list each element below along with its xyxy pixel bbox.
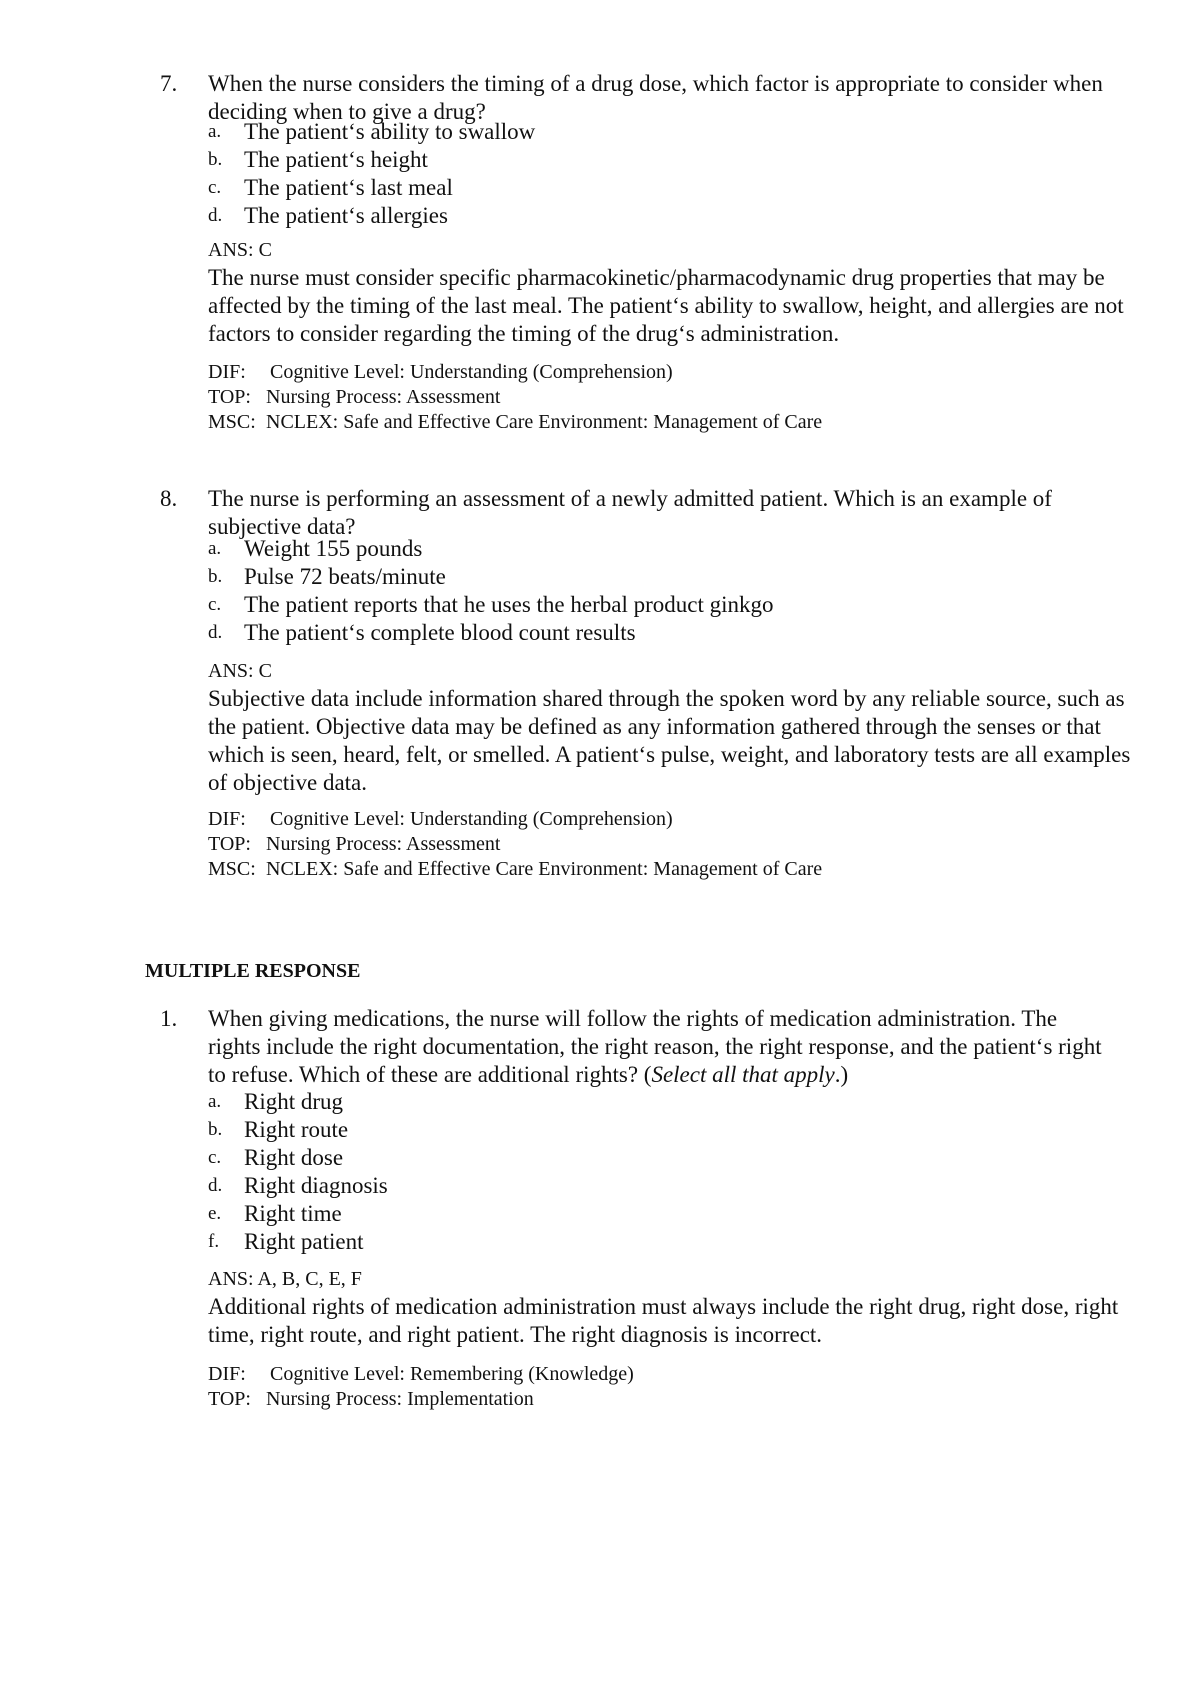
option-text: The patient‘s complete blood count results (244, 620, 636, 645)
answer-key: ANS: C (208, 660, 272, 682)
answer-rationale: Subjective data include information shared through the spoken word by any reliable source, such as the patient. Objective data may be defined as any information gathered through the senses or that which is seen, heard, felt, or smelled. A patient‘s pulse, weight, and laboratory tests are all examples of objective data. (208, 686, 1131, 795)
question-number: 7. (160, 71, 178, 96)
dif-value: Cognitive Level: Remembering (Knowledge) (270, 1363, 634, 1385)
dif-value: Cognitive Level: Understanding (Comprehension) (270, 361, 673, 383)
option-text: The patient‘s ability to swallow (244, 119, 536, 144)
dif-label: DIF: (208, 1363, 246, 1385)
option-letter: a. (208, 1091, 222, 1112)
top-label: TOP: (208, 833, 251, 855)
answer-block (208, 657, 1138, 797)
option-list (208, 118, 1108, 230)
option-letter: b. (208, 149, 223, 170)
option-letter: d. (208, 622, 223, 643)
option-letter: f. (208, 1231, 220, 1252)
option-c (208, 591, 1108, 619)
option-text: Right route (244, 1117, 349, 1142)
question-metadata (208, 807, 1108, 882)
top-label: TOP: (208, 386, 251, 408)
question-metadata (208, 1362, 1108, 1412)
option-c (208, 174, 1108, 202)
option-letter: c. (208, 594, 222, 615)
top-value: Nursing Process: Assessment (266, 833, 501, 855)
dif-label: DIF: (208, 361, 246, 383)
option-letter: e. (208, 1203, 222, 1224)
option-d (208, 619, 1108, 647)
stem-end: .) (834, 1062, 849, 1087)
msc-value: NCLEX: Safe and Effective Care Environment: Management of Care (266, 858, 823, 880)
answer-rationale: Additional rights of medication administration must always include the right drug, right dose, right time, right route, and right patient. The right diagnosis is incorrect. (208, 1294, 1119, 1347)
option-letter: d. (208, 1175, 223, 1196)
msc-value: NCLEX: Safe and Effective Care Environment: Management of Care (266, 411, 823, 433)
option-b (208, 563, 1108, 591)
question-number: 1. (160, 1006, 178, 1031)
top-label: TOP: (208, 1388, 251, 1410)
option-list (208, 1088, 1108, 1256)
option-text: Pulse 72 beats/minute (244, 564, 446, 589)
answer-key: ANS: A, B, C, E, F (208, 1268, 362, 1290)
option-text: Right diagnosis (244, 1173, 388, 1198)
answer-key: ANS: C (208, 239, 272, 261)
option-text: Right drug (244, 1089, 344, 1114)
question-stem (208, 1005, 1108, 1089)
option-text: Weight 155 pounds (244, 536, 423, 561)
option-d (208, 202, 1108, 230)
option-b (208, 1116, 1108, 1144)
option-b (208, 146, 1108, 174)
option-text: The patient reports that he uses the herbal product ginkgo (244, 592, 774, 617)
option-text: Right patient (244, 1229, 364, 1254)
option-letter: a. (208, 121, 222, 142)
msc-label: MSC: (208, 411, 256, 433)
answer-block (208, 236, 1138, 348)
question-number: 8. (160, 486, 178, 511)
question-metadata (208, 360, 1108, 435)
option-letter: d. (208, 205, 223, 226)
option-letter: c. (208, 1147, 222, 1168)
option-letter: b. (208, 566, 223, 587)
option-letter: c. (208, 177, 222, 198)
stem-text: When giving medications, the nurse will follow the rights of medication administration. The rights include the right documentation, the right reason, the right response, and the patient‘s right to refuse. Which of these are additional rights? ( (208, 1006, 1102, 1087)
option-text: Right dose (244, 1145, 344, 1170)
stem-instruction: Select all that apply (651, 1062, 835, 1087)
option-f (208, 1228, 1108, 1256)
option-letter: b. (208, 1119, 223, 1140)
top-value: Nursing Process: Assessment (266, 386, 501, 408)
section-heading: MULTIPLE RESPONSE (145, 960, 361, 982)
question-stem: The nurse is performing an assessment of a newly admitted patient. Which is an example of subjective data? (208, 486, 1052, 539)
top-value: Nursing Process: Implementation (266, 1388, 534, 1410)
option-text: The patient‘s last meal (244, 175, 453, 200)
option-text: The patient‘s allergies (244, 203, 448, 228)
option-a (208, 535, 1108, 563)
option-a (208, 1088, 1108, 1116)
option-d (208, 1172, 1108, 1200)
option-a (208, 118, 1108, 146)
msc-label: MSC: (208, 858, 256, 880)
option-text: Right time (244, 1201, 342, 1226)
option-c (208, 1144, 1108, 1172)
option-text: The patient‘s height (244, 147, 428, 172)
dif-label: DIF: (208, 808, 246, 830)
dif-value: Cognitive Level: Understanding (Comprehension) (270, 808, 673, 830)
option-list (208, 535, 1108, 647)
answer-rationale: The nurse must consider specific pharmacokinetic/pharmacodynamic drug properties that may be affected by the timing of the last meal. The patient‘s ability to swallow, height, and allergies are not factors to consider regarding the timing of the drug‘s administration. (208, 265, 1124, 346)
answer-block (208, 1265, 1138, 1349)
option-letter: a. (208, 538, 222, 559)
option-e (208, 1200, 1108, 1228)
question-stem: When the nurse considers the timing of a drug dose, which factor is appropriate to consider when deciding when to give a drug? (208, 71, 1103, 124)
